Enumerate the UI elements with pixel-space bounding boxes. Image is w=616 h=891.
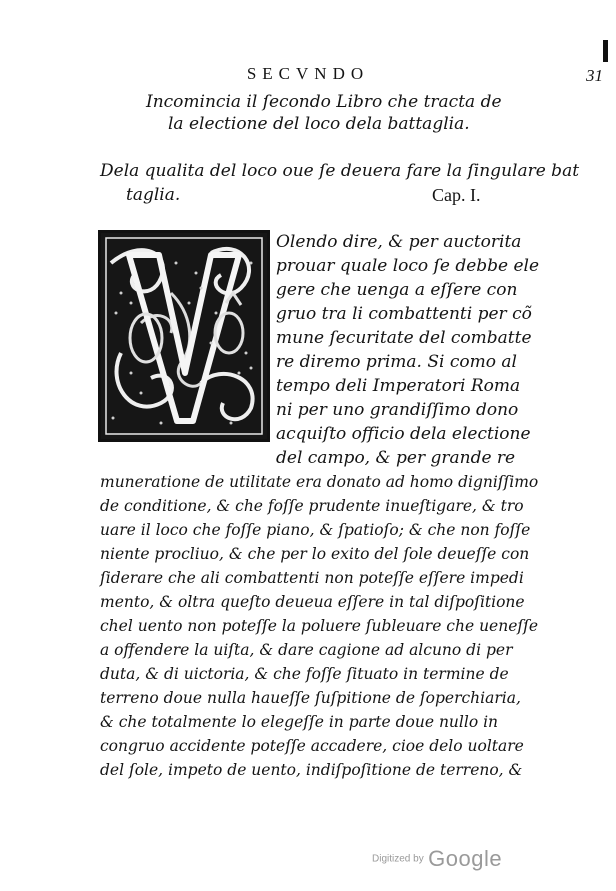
body-line: del ſole, impeto de uento, indiſpoſitione de terreno, &: [100, 761, 523, 779]
page-number: 31: [586, 66, 603, 85]
body-line: del campo, & per grande re: [276, 448, 516, 468]
decorated-initial-woodcut: [98, 230, 270, 442]
body-line: uare il loco che foſſe piano, & ſpatioſo; & che non foſſe: [100, 521, 531, 539]
body-line: mento, & oltra queſto deueua eſſere in tal diſpoſitione: [100, 593, 525, 611]
watermark-brand: Google: [428, 846, 503, 871]
body-line: de conditione, & che foſſe prudente inueſtigare, & tro: [100, 497, 524, 515]
watermark-prefix: Digitized by: [372, 853, 424, 865]
body-line: gruo tra li combattenti per cõ: [276, 304, 532, 324]
chapter-title-line-2: taglia.: [126, 185, 181, 205]
chapter-title-line-1: Dela qualita del loco oue ſe deuera fare la ſingulare bat: [100, 161, 580, 181]
body-line: acquiſto officio dela electione: [276, 424, 531, 444]
body-line: prouar quale loco ſe debbe ele: [276, 256, 540, 276]
body-line: muneratione de utilitate era donato ad homo digniſſimo: [100, 473, 539, 491]
body-line: re diremo prima. Si como al: [276, 352, 517, 372]
intro-line-2: la electione del loco dela battaglia.: [168, 114, 470, 134]
body-line: niente procliuo, & che per lo exito del ſole deueſſe con: [100, 545, 530, 563]
body-line: ni per uno grandiſſimo dono: [276, 400, 519, 420]
body-line: gere che uenga a eſſere con: [276, 280, 518, 300]
body-line: Olendo dire, & per auctorita: [276, 232, 522, 252]
chapter-label: Cap. I.: [432, 185, 481, 205]
intro-line-1: Incomincia il ſecondo Libro che tracta de: [146, 92, 502, 112]
body-line: & che totalmente lo elegeſſe in parte doue nullo in: [100, 713, 499, 731]
body-line: mune ſecuritate del combatte: [276, 328, 532, 348]
body-line: duta, & di uictoria, & che foſſe ſituato in termine de: [100, 665, 509, 683]
body-line: congruo accidente poteſſe accadere, cioe delo uoltare: [100, 737, 524, 755]
page-edge-mark: [603, 40, 608, 62]
woodcut-ornament-icon: [101, 233, 267, 439]
body-line: terreno doue nulla haueſſe ſuſpitione de ſoperchiaria,: [100, 689, 521, 707]
google-watermark: [372, 846, 502, 872]
body-line: a offendere la uiſta, & dare cagione ad alcuno di per: [100, 641, 513, 659]
running-header: SECVNDO: [246, 64, 370, 83]
body-line: tempo deli Imperatori Roma: [276, 376, 521, 396]
body-line: ſiderare che ali combattenti non poteſſe eſſere impedi: [100, 569, 524, 587]
body-line: chel uento non poteſſe la poluere ſubleuare che ueneſſe: [100, 617, 539, 635]
